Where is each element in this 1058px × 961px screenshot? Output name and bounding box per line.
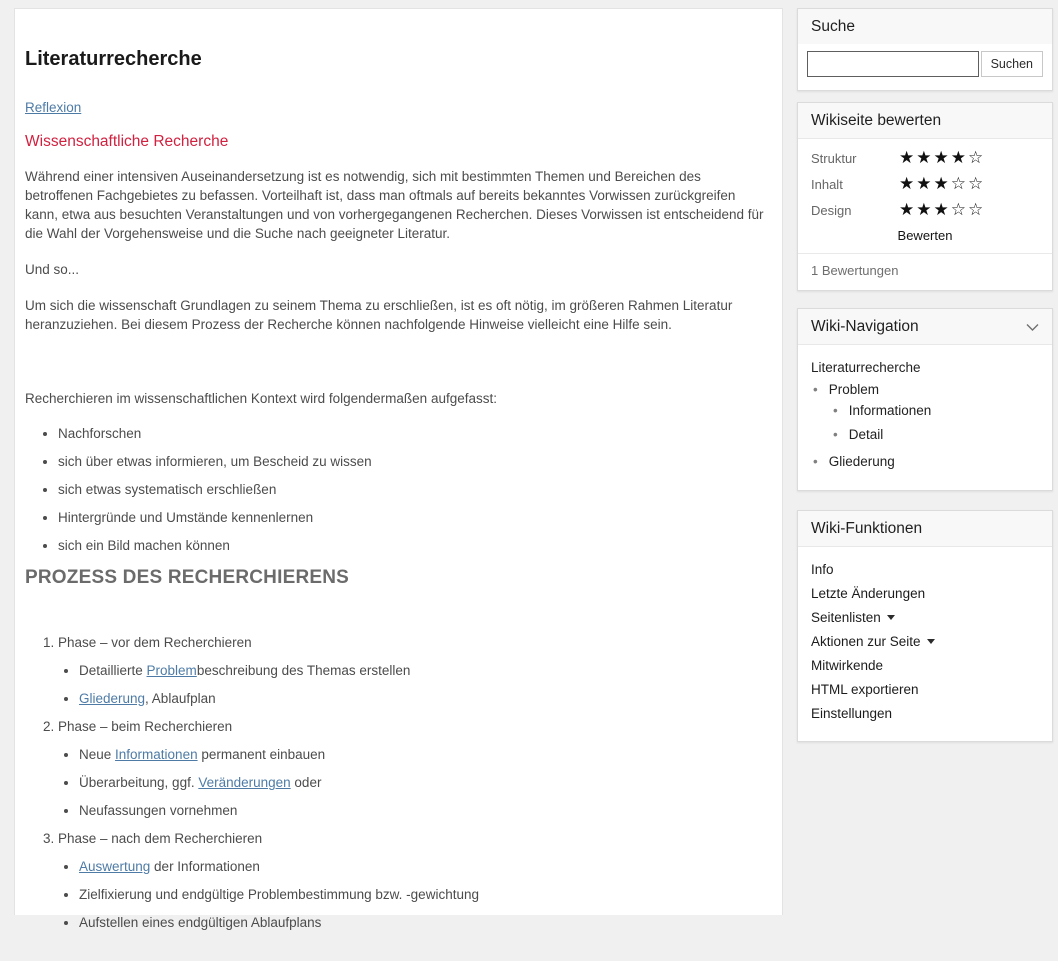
wiki-functions-list: [798, 547, 1052, 741]
rating-label: Inhalt: [811, 176, 843, 192]
sidebar: [797, 8, 1053, 742]
wiki-navigation-title: Wiki-Navigation: [811, 318, 919, 335]
page-title: Literaturrecherche: [25, 48, 202, 70]
nav-item-gliederung[interactable]: • Gliederung: [813, 450, 1039, 474]
paragraph-1: Während einer intensiven Auseinandersetzung ist es notwendig, sich mit bestimmten Themen und Bereichen des betroffenen Fachgebietes zu befassen. Vorteilhaft ist, dass man oftmals auf bereits bekanntes Vorwissen zurückgreifen kann, etwa aus besuchten Veranstaltungen und von vorhergegangenen Recherchen. Dieses Vorwissen ist entscheidend für die Wahl der Vorgehensweise und die Suche nach geeigneter Literatur.: [25, 169, 764, 241]
top-link-row: [25, 100, 769, 115]
list-item: • Neufassungen vornehmen: [79, 801, 769, 820]
search-box-header: [798, 9, 1052, 44]
function-item-mitwirkende[interactable]: Mitwirkende: [811, 658, 884, 673]
wiki-functions-title: Wiki-Funktionen: [811, 520, 923, 537]
phase-sublist: [58, 661, 769, 708]
wiki-link-veraenderungen[interactable]: Veränderungen: [198, 775, 291, 790]
star-rating[interactable]: ★★★★☆: [899, 148, 986, 167]
list-item: • Nachforschen: [58, 424, 769, 443]
list-item: • Überarbeitung, ggf. Veränderungen oder: [79, 773, 769, 792]
search-row: [798, 44, 1052, 90]
process-list: [25, 633, 769, 932]
rating-box-header: [798, 103, 1052, 139]
wiki-link-auswertung[interactable]: Auswertung: [79, 859, 151, 874]
rating-label: Design: [811, 202, 852, 218]
phase-sublist: [58, 745, 769, 820]
search-button[interactable]: Suchen: [981, 51, 1043, 77]
definition-list: [25, 424, 769, 555]
list-item: • sich etwas systematisch erschließen: [58, 480, 769, 499]
search-input[interactable]: [807, 51, 979, 77]
list-item: • sich über etwas informieren, um Bescheid zu wissen: [58, 452, 769, 471]
list-item: • Gliederung, Ablaufplan: [79, 689, 769, 708]
caret-down-icon: [927, 639, 935, 644]
paragraph-4: Recherchieren im wissenschaftlichen Kontext wird folgendermaßen aufgefasst:: [25, 391, 497, 406]
wiki-link-gliederung[interactable]: Gliederung: [79, 691, 146, 706]
wiki-navigation-header: [798, 309, 1052, 345]
function-item-aktionen-zur-seite[interactable]: Aktionen zur Seite: [811, 630, 1039, 654]
wiki-article: [15, 9, 782, 961]
function-item-einstellungen[interactable]: Einstellungen: [811, 706, 893, 721]
paragraph-3: Um sich die wissenschaft Grundlagen zu seinem Thema zu erschließen, ist es oft nötig, im größeren Rahmen Literatur heranzuziehen. Bei diesem Prozess der Recherche können nachfolgende Hinweise vielleicht eine Hilfe sein.: [25, 298, 733, 332]
rating-count-row: [798, 253, 1052, 284]
phase-item: [58, 829, 769, 932]
phase-item: [58, 633, 769, 708]
rate-button[interactable]: Bewerten: [897, 228, 953, 243]
wiki-link-problem[interactable]: Problem: [146, 663, 197, 678]
search-box-title: Suche: [811, 18, 855, 35]
star-rating[interactable]: ★★★☆☆: [899, 200, 986, 219]
phase-label: Phase – vor dem Recherchieren: [58, 635, 252, 650]
list-item: • sich ein Bild machen können: [58, 536, 769, 555]
rating-box-title: Wikiseite bewerten: [811, 112, 942, 129]
function-item-html-exportieren[interactable]: HTML exportieren: [811, 682, 919, 697]
rating-row: [811, 201, 1039, 219]
nav-item-problem[interactable]: • Problem • Informationen • Detail: [813, 378, 1039, 450]
list-item: • Hintergründe und Umstände kennenlernen: [58, 508, 769, 527]
list-item: • Detaillierte Problembeschreibung des Themas erstellen: [79, 661, 769, 680]
rating-count: 1 Bewertungen: [811, 263, 899, 278]
wiki-navigation-box: [797, 308, 1053, 491]
function-item-seitenlisten[interactable]: Seitenlisten: [811, 606, 1039, 630]
phase-item: [58, 717, 769, 820]
star-rating[interactable]: ★★★☆☆: [899, 174, 986, 193]
nav-item-root[interactable]: Literaturrecherche: [811, 360, 921, 375]
rating-row: [811, 175, 1039, 193]
rating-row: [811, 149, 1039, 167]
rating-box: [797, 102, 1053, 291]
chevron-down-icon[interactable]: [1026, 323, 1039, 332]
list-item: • Neue Informationen permanent einbauen: [79, 745, 769, 764]
list-item: • Zielfixierung und endgültige Problembestimmung bzw. -gewichtung: [79, 885, 769, 904]
phase-label: Phase – beim Recherchieren: [58, 719, 233, 734]
search-box: [797, 8, 1053, 91]
wiki-link-informationen[interactable]: Informationen: [115, 747, 198, 762]
wiki-navigation-tree: [798, 345, 1052, 490]
list-item: • Auswertung der Informationen: [79, 857, 769, 876]
caret-down-icon: [887, 615, 895, 620]
phase-label: Phase – nach dem Recherchieren: [58, 831, 263, 846]
nav-item-detail[interactable]: • Detail: [833, 423, 1039, 447]
section-heading: Wissenschaftliche Recherche: [25, 133, 229, 150]
list-item: • Aufstellen eines endgültigen Ablaufplans: [79, 913, 769, 932]
function-item-info[interactable]: Info: [811, 562, 834, 577]
rating-label: Struktur: [811, 150, 857, 166]
nav-item-informationen[interactable]: • Informationen: [833, 399, 1039, 423]
paragraph-2: Und so...: [25, 262, 80, 277]
rating-body: [798, 139, 1052, 290]
process-heading: PROZESS DES RECHERCHIERENS: [25, 567, 350, 588]
wiki-functions-box: [797, 510, 1053, 742]
wiki-functions-header: [798, 511, 1052, 547]
phase-sublist: [58, 857, 769, 932]
main-content: [14, 8, 783, 930]
function-item-letzte-aenderungen[interactable]: Letzte Änderungen: [811, 586, 926, 601]
reflexion-link[interactable]: Reflexion: [25, 100, 82, 115]
